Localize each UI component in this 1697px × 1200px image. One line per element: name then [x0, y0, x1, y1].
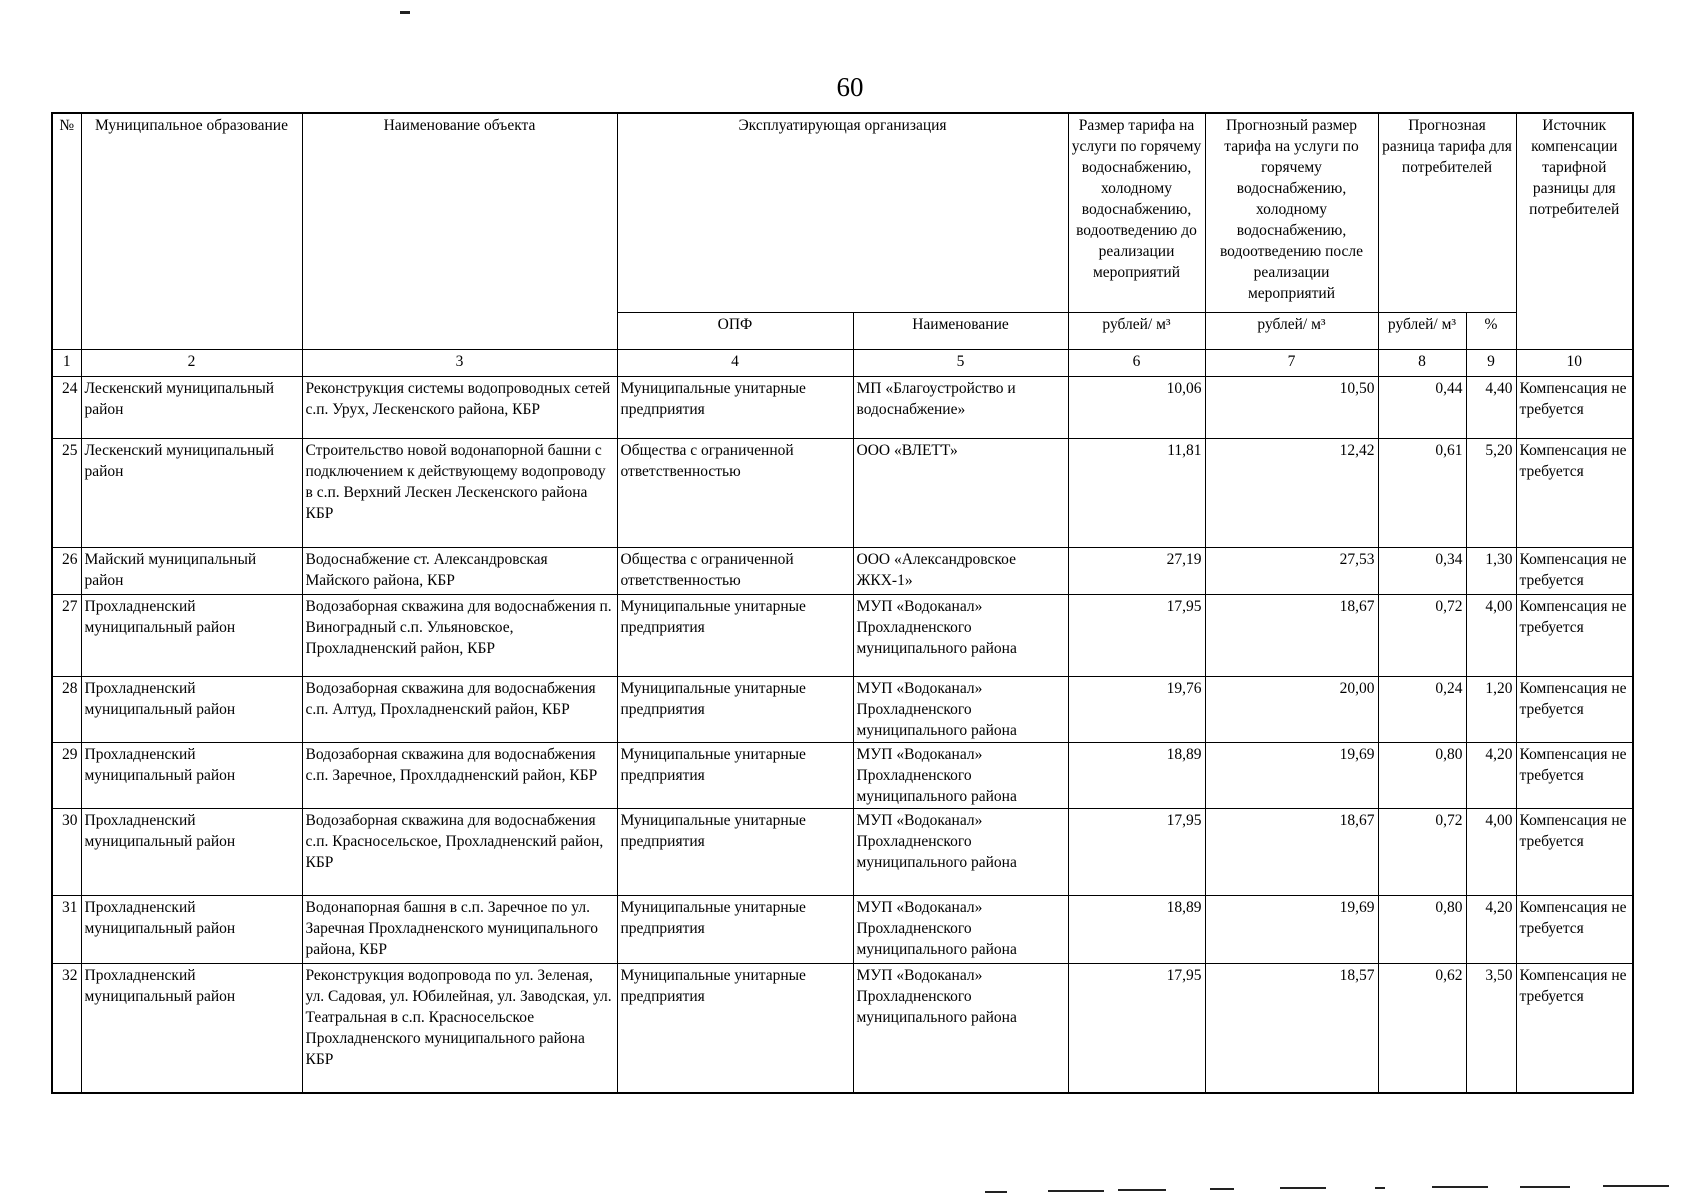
- municipality-cell: Лескенский муниципальный район: [81, 376, 302, 438]
- tariff-before-cell: 27,19: [1068, 547, 1205, 594]
- header-opf: ОПФ: [617, 312, 853, 349]
- opf-cell: Муниципальные унитарные предприятия: [617, 594, 853, 676]
- tariff-after-cell: 27,53: [1205, 547, 1378, 594]
- row-number: 29: [52, 742, 81, 808]
- tariff-after-cell: 19,69: [1205, 895, 1378, 963]
- scan-mark: [400, 11, 410, 14]
- percent-cell: 5,20: [1466, 438, 1516, 547]
- object-cell: Водозаборная скважина для водоснабжения п. Виноградный с.п. Ульяновское, Прохладненский район, КБР: [302, 594, 617, 676]
- source-cell: Компенсация не требуется: [1516, 376, 1633, 438]
- table-header: [52, 113, 1633, 376]
- page-number: 60: [836, 72, 864, 102]
- column-number: 6: [1068, 349, 1205, 376]
- column-number: 10: [1516, 349, 1633, 376]
- header-unit-7: рублей/ м³: [1205, 312, 1378, 349]
- table-row: [52, 547, 1633, 594]
- table-row: [52, 742, 1633, 808]
- opf-cell: Муниципальные унитарные предприятия: [617, 676, 853, 742]
- table-row: [52, 808, 1633, 895]
- difference-cell: 0,44: [1378, 376, 1466, 438]
- organization-cell: ООО «Александровское ЖКХ-1»: [853, 547, 1068, 594]
- difference-cell: 0,62: [1378, 963, 1466, 1093]
- row-number: 25: [52, 438, 81, 547]
- difference-cell: 0,80: [1378, 742, 1466, 808]
- tariff-before-cell: 19,76: [1068, 676, 1205, 742]
- municipality-cell: Прохладненский муниципальный район: [81, 594, 302, 676]
- tariff-after-cell: 12,42: [1205, 438, 1378, 547]
- tariff-after-cell: 18,67: [1205, 808, 1378, 895]
- column-number: 3: [302, 349, 617, 376]
- municipality-cell: Прохладненский муниципальный район: [81, 963, 302, 1093]
- table-row: [52, 895, 1633, 963]
- scan-mark: [1118, 1189, 1166, 1191]
- organization-cell: МУП «Водоканал» Прохладненского муниципального района: [853, 963, 1068, 1093]
- opf-cell: Муниципальные унитарные предприятия: [617, 895, 853, 963]
- object-cell: Водонапорная башня в с.п. Заречное по ул. Заречная Прохладненского муниципального района, КБР: [302, 895, 617, 963]
- table-row: [52, 594, 1633, 676]
- object-cell: Реконструкция системы водопроводных сетей с.п. Урух, Лескенского района, КБР: [302, 376, 617, 438]
- tariff-after-cell: 19,69: [1205, 742, 1378, 808]
- source-cell: Компенсация не требуется: [1516, 808, 1633, 895]
- opf-cell: Общества с ограниченной ответственностью: [617, 547, 853, 594]
- tariff-after-cell: 18,57: [1205, 963, 1378, 1093]
- percent-cell: 4,40: [1466, 376, 1516, 438]
- municipality-cell: Прохладненский муниципальный район: [81, 808, 302, 895]
- tariff-table: [51, 112, 1634, 1094]
- tariff-before-cell: 11,81: [1068, 438, 1205, 547]
- table-row: [52, 376, 1633, 438]
- municipality-cell: Прохладненский муниципальный район: [81, 895, 302, 963]
- header-tariff-after: Прогнозный размер тарифа на услуги по горячему водоснабжению, холодному водоснабжению, водоотведению после реализации мероприятий: [1205, 113, 1378, 312]
- row-number: 24: [52, 376, 81, 438]
- scan-mark: [1280, 1187, 1326, 1189]
- column-number-row: [52, 349, 1633, 376]
- scan-mark: [1210, 1188, 1234, 1190]
- percent-cell: 1,30: [1466, 547, 1516, 594]
- column-number: 8: [1378, 349, 1466, 376]
- tariff-before-cell: 18,89: [1068, 895, 1205, 963]
- source-cell: Компенсация не требуется: [1516, 742, 1633, 808]
- opf-cell: Муниципальные унитарные предприятия: [617, 963, 853, 1093]
- municipality-cell: Прохладненский муниципальный район: [81, 742, 302, 808]
- source-cell: Компенсация не требуется: [1516, 963, 1633, 1093]
- header-source: Источник компенсации тарифной разницы для потребителей: [1516, 113, 1633, 349]
- opf-cell: Общества с ограниченной ответственностью: [617, 438, 853, 547]
- scan-mark: [1375, 1187, 1385, 1189]
- percent-cell: 4,00: [1466, 594, 1516, 676]
- row-number: 31: [52, 895, 81, 963]
- object-cell: Водозаборная скважина для водоснабжения с.п. Алтуд, Прохладненский район, КБР: [302, 676, 617, 742]
- object-cell: Водозаборная скважина для водоснабжения с.п. Заречное, Прохлдадненский район, КБР: [302, 742, 617, 808]
- header-object: Наименование объекта: [302, 113, 617, 349]
- header-municipality: Муниципальное образование: [81, 113, 302, 349]
- header-name: Наименование: [853, 312, 1068, 349]
- object-cell: Водоснабжение ст. Александровская Майского района, КБР: [302, 547, 617, 594]
- source-cell: Компенсация не требуется: [1516, 676, 1633, 742]
- object-cell: Строительство новой водонапорной башни с подключением к действующему водопроводу в с.п. Верхний Лескен Лескенского района КБР: [302, 438, 617, 547]
- table-row: [52, 676, 1633, 742]
- column-number: 7: [1205, 349, 1378, 376]
- difference-cell: 0,80: [1378, 895, 1466, 963]
- object-cell: Водозаборная скважина для водоснабжения с.п. Красносельское, Прохладненский район, КБР: [302, 808, 617, 895]
- source-cell: Компенсация не требуется: [1516, 438, 1633, 547]
- municipality-cell: Прохладненский муниципальный район: [81, 676, 302, 742]
- source-cell: Компенсация не требуется: [1516, 594, 1633, 676]
- row-number: 30: [52, 808, 81, 895]
- tariff-after-cell: 10,50: [1205, 376, 1378, 438]
- column-number: 9: [1466, 349, 1516, 376]
- tariff-before-cell: 17,95: [1068, 594, 1205, 676]
- organization-cell: МУП «Водоканал» Прохладненского муниципального района: [853, 676, 1068, 742]
- column-number: 1: [52, 349, 81, 376]
- organization-cell: МП «Благоустройство и водоснабжение»: [853, 376, 1068, 438]
- difference-cell: 0,24: [1378, 676, 1466, 742]
- header-tariff-before: Размер тарифа на услуги по горячему водоснабжению, холодному водоснабжению, водоотведению до реализации мероприятий: [1068, 113, 1205, 312]
- difference-cell: 0,72: [1378, 594, 1466, 676]
- table-row: [52, 963, 1633, 1093]
- scan-mark: [1520, 1186, 1570, 1188]
- column-number: 2: [81, 349, 302, 376]
- percent-cell: 4,20: [1466, 895, 1516, 963]
- source-cell: Компенсация не требуется: [1516, 547, 1633, 594]
- scan-mark: [1048, 1190, 1104, 1192]
- table-row: [52, 438, 1633, 547]
- tariff-after-cell: 20,00: [1205, 676, 1378, 742]
- scan-mark: [985, 1191, 1007, 1193]
- organization-cell: МУП «Водоканал» Прохладненского муниципального района: [853, 808, 1068, 895]
- tariff-before-cell: 17,95: [1068, 963, 1205, 1093]
- organization-cell: МУП «Водоканал» Прохладненского муниципального района: [853, 742, 1068, 808]
- organization-cell: МУП «Водоканал» Прохладненского муниципального района: [853, 895, 1068, 963]
- difference-cell: 0,72: [1378, 808, 1466, 895]
- percent-cell: 3,50: [1466, 963, 1516, 1093]
- municipality-cell: Лескенский муниципальный район: [81, 438, 302, 547]
- header-unit-9: %: [1466, 312, 1516, 349]
- tariff-after-cell: 18,67: [1205, 594, 1378, 676]
- tariff-before-cell: 17,95: [1068, 808, 1205, 895]
- percent-cell: 4,20: [1466, 742, 1516, 808]
- scan-mark: [1432, 1186, 1488, 1188]
- header-difference: Прогнозная разница тарифа для потребителей: [1378, 113, 1516, 312]
- organization-cell: ООО «ВЛЕТТ»: [853, 438, 1068, 547]
- difference-cell: 0,34: [1378, 547, 1466, 594]
- row-number: 28: [52, 676, 81, 742]
- opf-cell: Муниципальные унитарные предприятия: [617, 808, 853, 895]
- percent-cell: 1,20: [1466, 676, 1516, 742]
- opf-cell: Муниципальные унитарные предприятия: [617, 376, 853, 438]
- opf-cell: Муниципальные унитарные предприятия: [617, 742, 853, 808]
- tariff-before-cell: 10,06: [1068, 376, 1205, 438]
- column-number: 5: [853, 349, 1068, 376]
- header-unit-6: рублей/ м³: [1068, 312, 1205, 349]
- scan-mark: [1603, 1185, 1669, 1187]
- table-body: [52, 376, 1633, 1093]
- object-cell: Реконструкция водопровода по ул. Зеленая, ул. Садовая, ул. Юбилейная, ул. Заводская, ул. Театральная в с.п. Красносельское Прохладненского муниципального района КБР: [302, 963, 617, 1093]
- scan-artifacts: [0, 1185, 1697, 1197]
- source-cell: Компенсация не требуется: [1516, 895, 1633, 963]
- row-number: 32: [52, 963, 81, 1093]
- row-number: 26: [52, 547, 81, 594]
- row-number: 27: [52, 594, 81, 676]
- municipality-cell: Майский муниципальный район: [81, 547, 302, 594]
- column-number: 4: [617, 349, 853, 376]
- organization-cell: МУП «Водоканал» Прохладненского муниципального района: [853, 594, 1068, 676]
- header-unit-8: рублей/ м³: [1378, 312, 1466, 349]
- header-operator: Эксплуатирующая организация: [617, 113, 1068, 312]
- difference-cell: 0,61: [1378, 438, 1466, 547]
- header-no: №: [52, 113, 81, 349]
- percent-cell: 4,00: [1466, 808, 1516, 895]
- tariff-before-cell: 18,89: [1068, 742, 1205, 808]
